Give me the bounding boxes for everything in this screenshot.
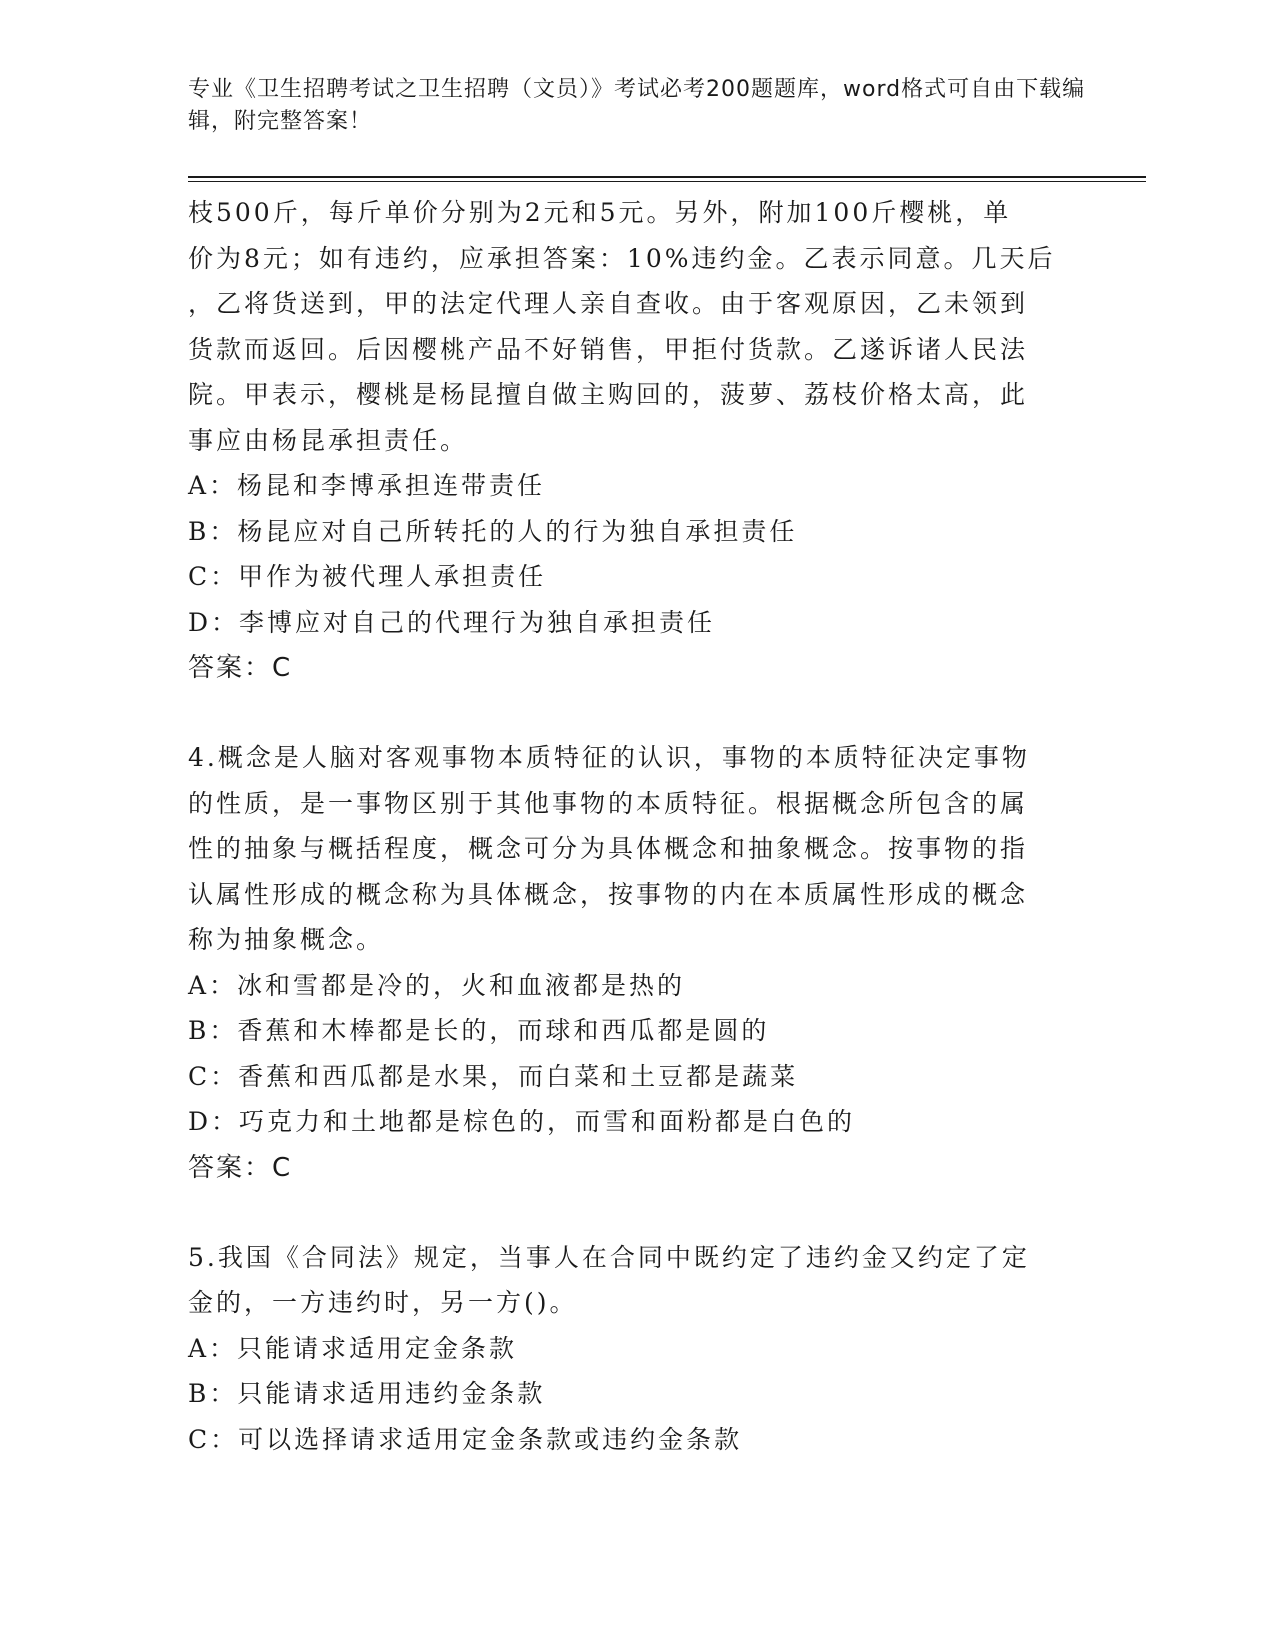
- header-divider-thick: [188, 176, 1146, 178]
- document-body: [188, 190, 1068, 1462]
- question-stem-line: 院。甲表示，樱桃是杨昆擅自做主购回的，菠萝、荔枝价格太高，此: [188, 380, 1029, 409]
- question-5: [188, 1235, 1068, 1463]
- answer-line: 答案：C: [188, 653, 293, 683]
- answer-line: 答案：C: [188, 1152, 293, 1183]
- question-stem-line: 称为抽象概念。: [188, 925, 385, 954]
- option-a: A：只能请求适用定金条款: [188, 1333, 518, 1363]
- spacer: [188, 691, 1068, 735]
- question-stem-line: 枝500斤，每斤单价分别为2元和5元。另外，附加100斤樱桃，单: [188, 198, 1012, 227]
- question-stem-line: ，乙将货送到，甲的法定代理人亲自查收。由于客观原因，乙未领到: [188, 289, 1029, 318]
- option-b: B：香蕉和木棒都是长的，而球和西瓜都是圆的: [188, 1016, 770, 1045]
- spacer: [188, 1191, 1068, 1235]
- question-4: [188, 735, 1068, 1191]
- question-stem-line: 价为8元；如有违约，应承担答案：10%违约金。乙表示同意。几天后: [188, 243, 1056, 273]
- question-3: [188, 190, 1068, 691]
- question-stem-line: 认属性形成的概念称为具体概念，按事物的内在本质属性形成的概念: [188, 879, 1029, 909]
- document-header: 专业《卫生招聘考试之卫生招聘（文员）》考试必考200题题库，word格式可自由下载编辑，附完整答案！: [188, 77, 1086, 134]
- question-stem-line: 金的，一方违约时，另一方()。: [188, 1288, 578, 1317]
- option-b: B：杨昆应对自己所转托的人的行为独自承担责任: [188, 516, 798, 546]
- question-stem-line: 性的抽象与概括程度，概念可分为具体概念和抽象概念。按事物的指: [188, 834, 1029, 863]
- option-d: D：李博应对自己的代理行为独自承担责任: [188, 607, 716, 637]
- option-c: C：甲作为被代理人承担责任: [188, 562, 547, 591]
- question-stem-line: 5.我国《合同法》规定，当事人在合同中既约定了违约金又约定了定: [188, 1242, 1030, 1272]
- question-stem-line: 货款而返回。后因樱桃产品不好销售，甲拒付货款。乙遂诉诸人民法: [188, 334, 1029, 364]
- option-a: A：冰和雪都是冷的，火和血液都是热的: [188, 970, 686, 1000]
- option-c: C：香蕉和西瓜都是水果，而白菜和土豆都是蔬菜: [188, 1061, 799, 1091]
- question-stem-line: 事应由杨昆承担责任。: [188, 425, 469, 455]
- option-c: C：可以选择请求适用定金条款或违约金条款: [188, 1424, 743, 1454]
- question-stem-line: 的性质，是一事物区别于其他事物的本质特征。根据概念所包含的属: [188, 788, 1029, 818]
- question-stem-line: 4.概念是人脑对客观事物本质特征的认识，事物的本质特征决定事物: [188, 743, 1030, 772]
- option-a: A：杨昆和李博承担连带责任: [188, 471, 546, 500]
- option-b: B：只能请求适用违约金条款: [188, 1379, 546, 1408]
- header-divider-thin: [188, 181, 1146, 182]
- option-d: D：巧克力和土地都是棕色的，而雪和面粉都是白色的: [188, 1107, 856, 1136]
